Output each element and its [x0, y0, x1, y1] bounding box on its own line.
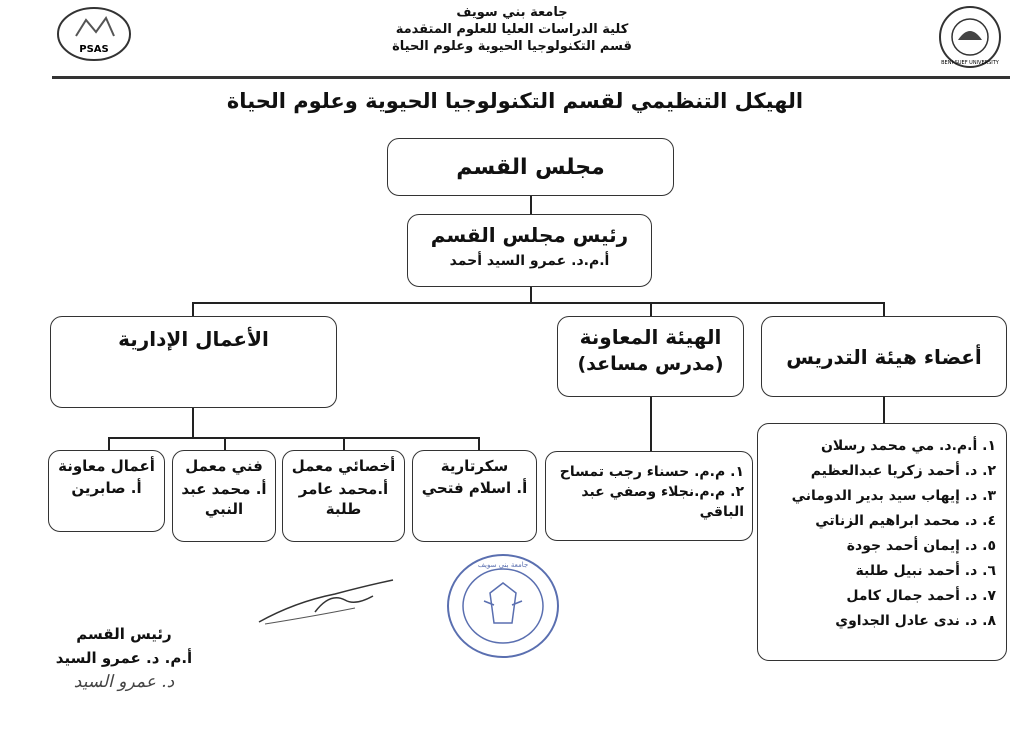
- connector-drop-assistant: [650, 302, 652, 316]
- assistant-member: ١. م.م. حسناء رجب تمساح: [559, 464, 744, 480]
- faculty-member: ٦. د. أحمد نبيل طلبة: [855, 563, 996, 579]
- faculty-member: ٣. د. إيهاب سيد بدير الدوماني: [791, 488, 996, 504]
- admin-unit-secretary: [412, 450, 537, 542]
- unit-title: فني معمل: [185, 457, 263, 475]
- header-department: قسم التكنولوجيا الحيوية وعلوم الحياة: [392, 39, 632, 54]
- faculty-member: ٨. د. ندى عادل الجداوي: [835, 613, 996, 629]
- faculty-member: ١. أ.م.د. مي محمد رسلان: [820, 438, 996, 454]
- connector-assistant-down: [650, 397, 652, 451]
- council-box: [387, 138, 674, 196]
- header-university: جامعة بني سويف: [456, 5, 568, 20]
- left-logo: [56, 6, 132, 62]
- connector-drop-unit-1: [478, 437, 480, 450]
- head-box: [407, 214, 652, 287]
- signature-title: رئيس القسم: [76, 625, 172, 643]
- connector-drop-admin: [192, 302, 194, 316]
- page-title: الهيكل التنظيمي لقسم التكنولوجيا الحيوية وعلوم الحياة: [226, 89, 804, 113]
- connector-faculty-down: [883, 397, 885, 423]
- unit-title: أخصائي معمل: [291, 457, 396, 475]
- header-college: كلية الدراسات العليا للعلوم المتقدمة: [395, 22, 629, 37]
- faculty-member: ٥. د. إيمان أحمد جودة: [846, 538, 996, 554]
- signature-block: [54, 622, 194, 694]
- assistant-members-box: [545, 451, 753, 541]
- signature-handwritten: د. عمرو السيد: [73, 672, 175, 692]
- unit-title: سكرتارية: [440, 457, 509, 475]
- faculty-box: [761, 316, 1007, 397]
- faculty-member: ٤. د. محمد ابراهيم الزناتي: [815, 513, 996, 529]
- right-logo: [930, 4, 1010, 70]
- connector-drop-faculty: [883, 302, 885, 316]
- admin-label: الأعمال الإدارية: [118, 327, 269, 351]
- assistant-box: [557, 316, 744, 397]
- assistant-label: الهيئة المعاونة: [579, 325, 722, 349]
- assistant-sublabel: (مدرس مساعد): [577, 353, 724, 375]
- header-text-block: [362, 4, 662, 55]
- left-logo-text: PSAS: [79, 44, 109, 55]
- unit-name: أ. صابرين: [71, 479, 142, 497]
- faculty-members-box: [757, 423, 1007, 661]
- official-stamp: [446, 553, 560, 659]
- signature-name: أ.م. د. عمرو السيد: [55, 649, 193, 667]
- unit-name: أ. اسلام فتحي: [421, 479, 528, 497]
- connector-drop-unit-2: [343, 437, 345, 450]
- head-name: أ.م.د. عمرو السيد أحمد: [449, 253, 610, 269]
- faculty-member: ٢. د. أحمد زكريا عبدالعظيم: [810, 463, 996, 479]
- connector-admin-down: [192, 408, 194, 438]
- connector-drop-unit-4: [108, 437, 110, 450]
- admin-unit-lab-specialist: [282, 450, 405, 542]
- admin-unit-lab-technician: [172, 450, 276, 542]
- faculty-member: ٧. د. أحمد جمال كامل: [846, 588, 996, 604]
- connector-admin-bus: [108, 437, 479, 439]
- unit-name: أ.محمد عامر طلبة: [298, 480, 389, 518]
- admin-unit-support: [48, 450, 165, 532]
- council-label: مجلس القسم: [456, 154, 605, 180]
- assistant-member: ٢. م.م.نجلاء وصفي عبد الباقي: [581, 484, 744, 520]
- faculty-label: أعضاء هيئة التدريس: [786, 344, 982, 369]
- handwritten-signature-scribble: [255, 572, 400, 632]
- connector-main-bus: [192, 302, 884, 304]
- connector-council-head: [530, 196, 532, 214]
- head-label: رئيس مجلس القسم: [430, 223, 629, 247]
- unit-name: أ. محمد عبد النبي: [181, 480, 267, 518]
- header-divider: [52, 76, 1010, 79]
- connector-drop-unit-3: [224, 437, 226, 450]
- right-logo-text: BENI-SUEF UNIVERSITY: [941, 60, 999, 66]
- admin-box: [50, 316, 337, 408]
- unit-title: أعمال معاونة: [58, 457, 155, 475]
- stamp-text: جامعة بني سويف: [477, 561, 529, 569]
- connector-head-bus: [530, 287, 532, 303]
